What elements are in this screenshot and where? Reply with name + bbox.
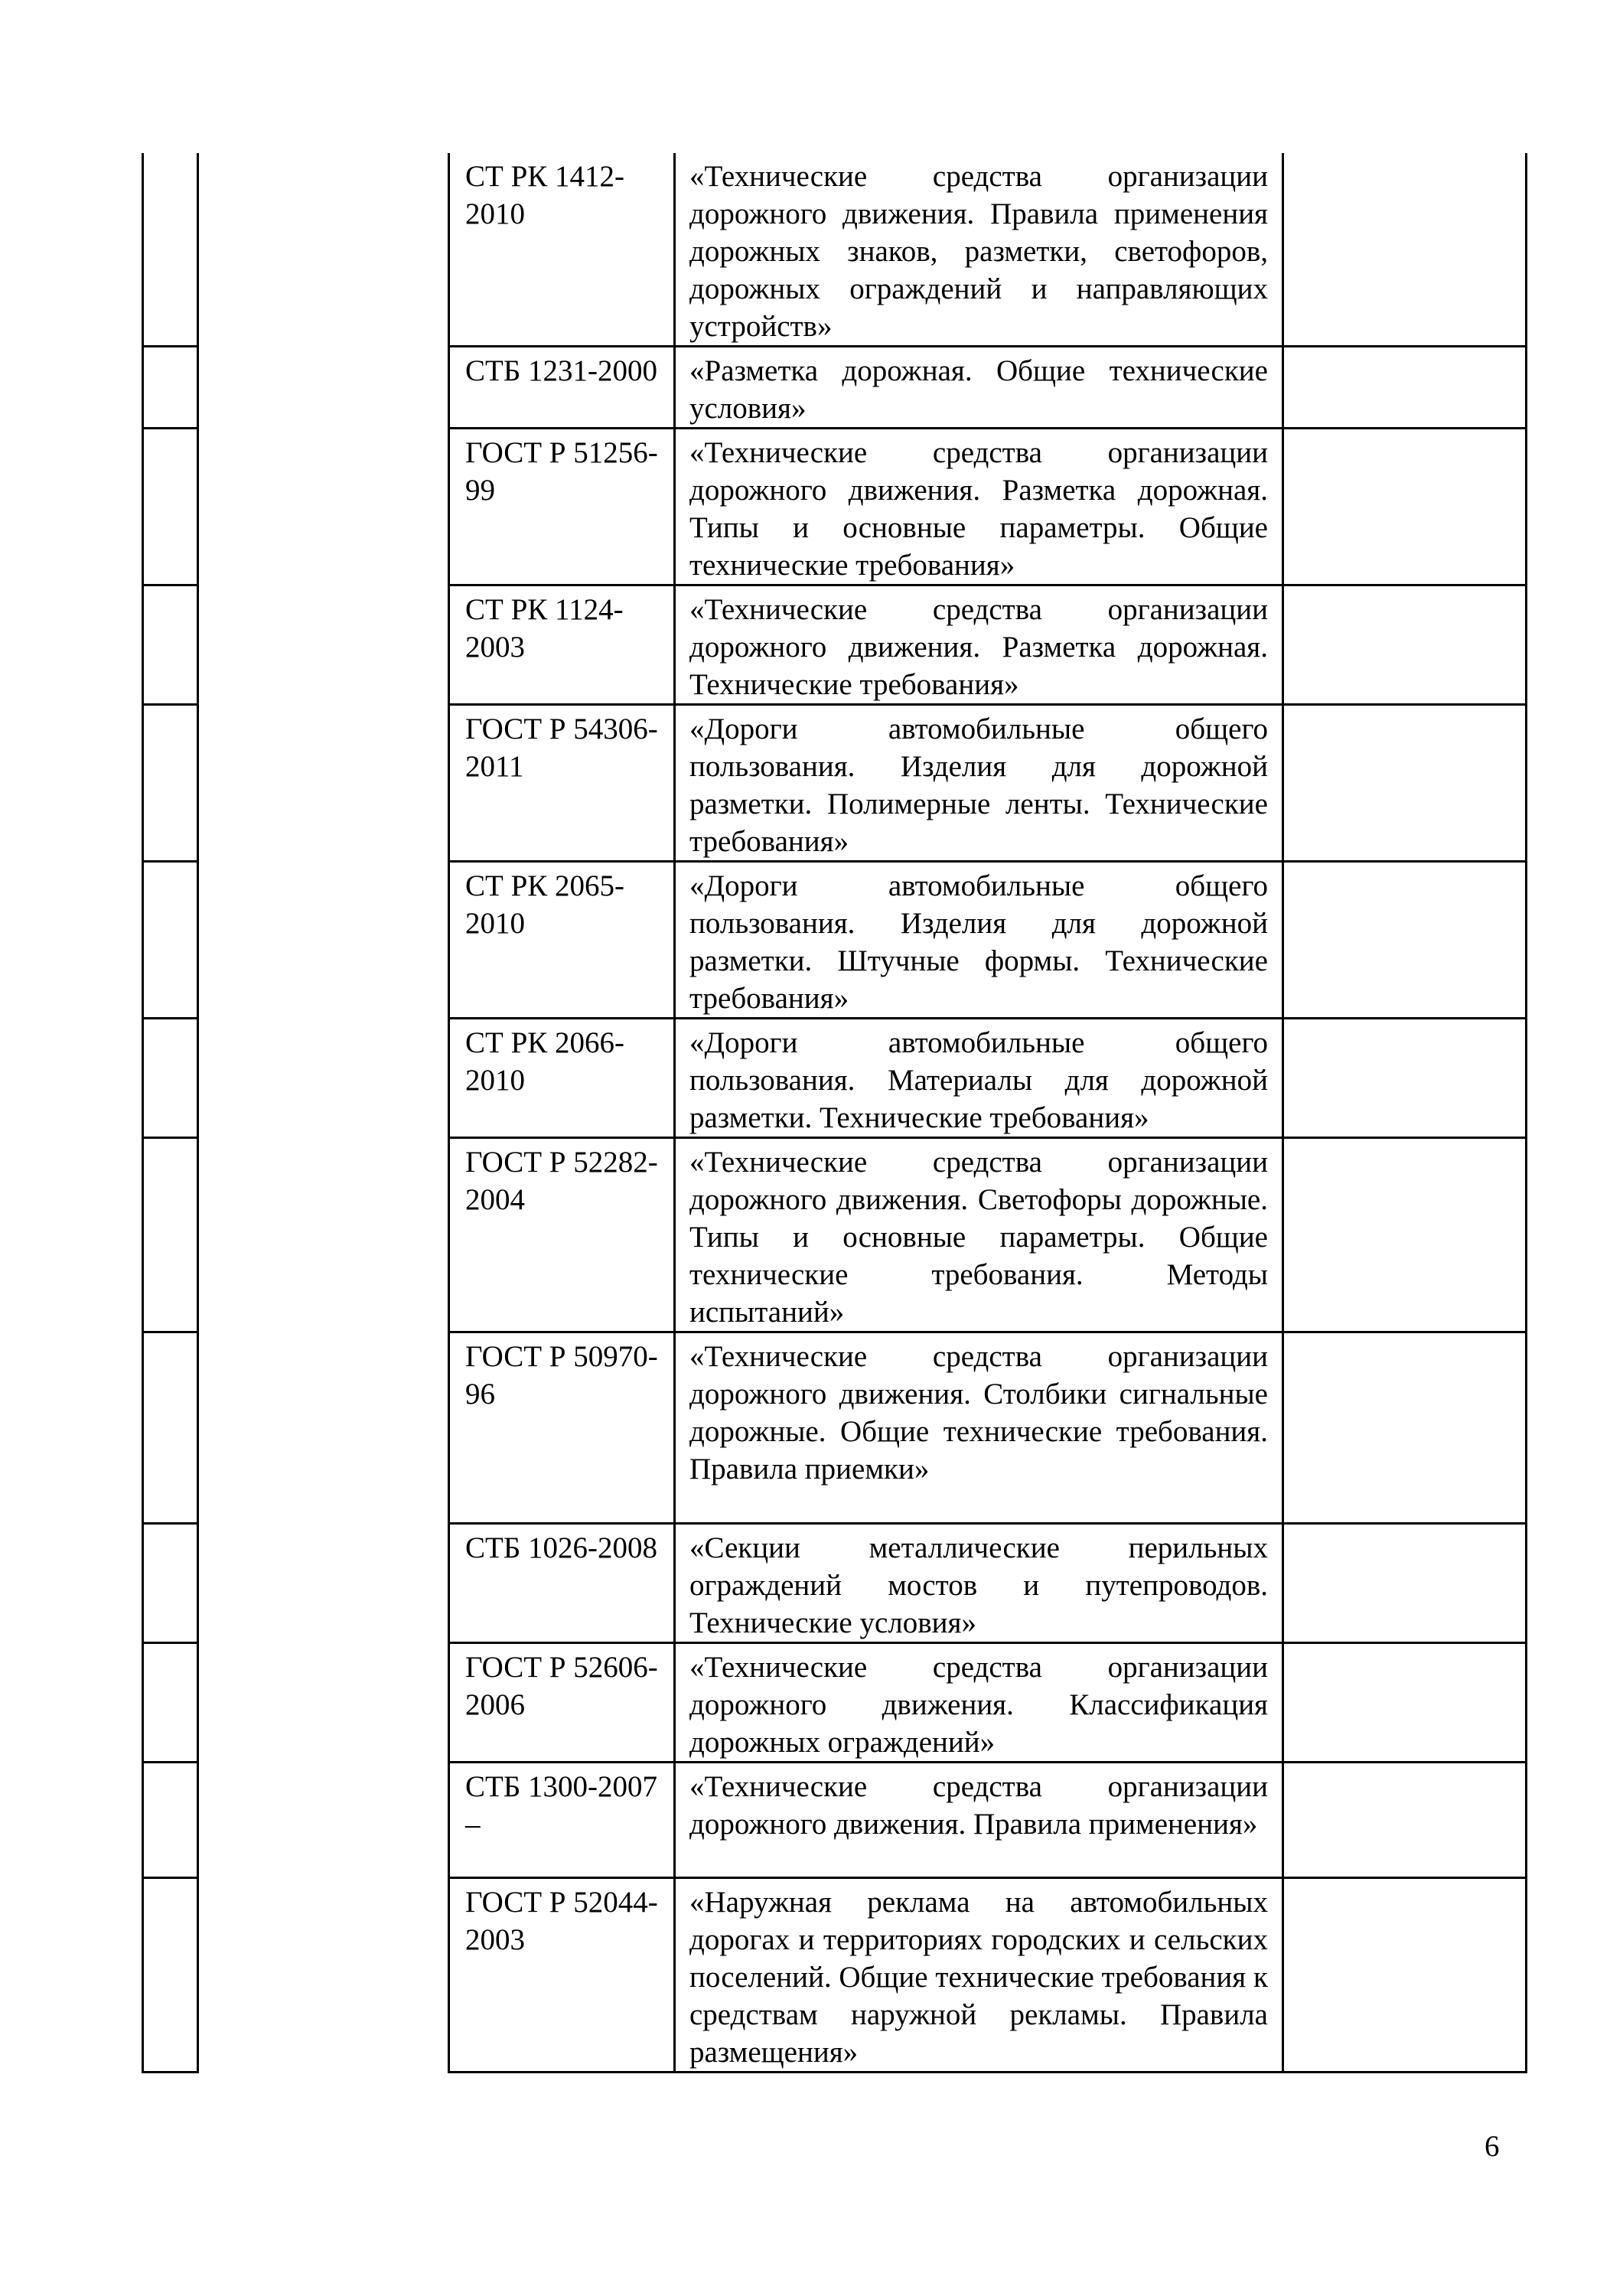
standard-title-cell: «Технические средства организации дорожного движения. Разметка дорожная. Типы и основные параметры. Общие технические требования» bbox=[675, 429, 1283, 585]
notes-cell bbox=[1283, 1763, 1527, 1878]
notes-cell bbox=[1283, 1524, 1527, 1643]
table-row bbox=[143, 1138, 1527, 1332]
number-cell bbox=[143, 1763, 198, 1878]
number-cell bbox=[143, 1878, 198, 2073]
number-cell bbox=[143, 1019, 198, 1138]
number-cell bbox=[143, 1643, 198, 1763]
notes-cell bbox=[1283, 1138, 1527, 1332]
number-cell bbox=[143, 1332, 198, 1524]
standards-table-body bbox=[143, 153, 1527, 2073]
number-cell bbox=[143, 585, 198, 705]
notes-cell bbox=[1283, 1332, 1527, 1524]
standard-title-cell: «Секции металлические перильных ограждений мостов и путепроводов. Технические условия» bbox=[675, 1524, 1283, 1643]
table-row bbox=[143, 705, 1527, 862]
standard-title-cell: «Наружная реклама на автомобильных дорогах и территориях городских и сельских поселений. Общие технические требования к средствам наружной рекламы. Правила размещения» bbox=[675, 1878, 1283, 2073]
standard-title-cell: «Технические средства организации дорожного движения. Классификация дорожных ограждений» bbox=[675, 1643, 1283, 1763]
table-row bbox=[143, 1643, 1527, 1763]
number-cell bbox=[143, 429, 198, 585]
number-cell bbox=[143, 347, 198, 429]
standard-code-cell: СТ РК 1124-2003 bbox=[449, 585, 675, 705]
table-row bbox=[143, 862, 1527, 1019]
standard-title-cell: «Дороги автомобильные общего пользования. Изделия для дорожной разметки. Штучные формы. Технические требования» bbox=[675, 862, 1283, 1019]
standard-title-cell: «Технические средства организации дорожного движения. Столбики сигнальные дорожные. Общие технические требования. Правила приемки» bbox=[675, 1332, 1283, 1524]
standard-title-cell: «Технические средства организации дорожного движения. Правила применения» bbox=[675, 1763, 1283, 1878]
number-cell bbox=[143, 862, 198, 1019]
page-number: 6 bbox=[1484, 2130, 1500, 2163]
table-row bbox=[143, 585, 1527, 705]
standard-code-cell: ГОСТ Р 51256-99 bbox=[449, 429, 675, 585]
standard-code-cell: СТБ 1231-2000 bbox=[449, 347, 675, 429]
notes-cell bbox=[1283, 1878, 1527, 2073]
standard-title-cell: «Дороги автомобильные общего пользования. Материалы для дорожной разметки. Технические требования» bbox=[675, 1019, 1283, 1138]
standard-code-cell: ГОСТ Р 54306-2011 bbox=[449, 705, 675, 862]
table-row bbox=[143, 1878, 1527, 2073]
table-row bbox=[143, 429, 1527, 585]
number-cell bbox=[143, 153, 198, 347]
standard-title-cell: «Технические средства организации дорожного движения. Правила применения дорожных знаков, разметки, светофоров, дорожных ограждений и направляющих устройств» bbox=[675, 153, 1283, 347]
number-cell bbox=[143, 705, 198, 862]
standard-code-cell: ГОСТ Р 52044-2003 bbox=[449, 1878, 675, 2073]
notes-cell bbox=[1283, 1643, 1527, 1763]
standard-code-cell: ГОСТ Р 50970-96 bbox=[449, 1332, 675, 1524]
standard-code-cell: СТ РК 2066-2010 bbox=[449, 1019, 675, 1138]
standard-title-cell: «Дороги автомобильные общего пользования. Изделия для дорожной разметки. Полимерные ленты. Технические требования» bbox=[675, 705, 1283, 862]
standards-table bbox=[142, 153, 1527, 2073]
standard-code-cell: СТ РК 2065-2010 bbox=[449, 862, 675, 1019]
table-row bbox=[143, 1524, 1527, 1643]
standard-code-cell: СТБ 1026-2008 bbox=[449, 1524, 675, 1643]
standard-code-cell: ГОСТ Р 52606-2006 bbox=[449, 1643, 675, 1763]
notes-cell bbox=[1283, 862, 1527, 1019]
notes-cell bbox=[1283, 585, 1527, 705]
standard-title-cell: «Технические средства организации дорожного движения. Светофоры дорожные. Типы и основные параметры. Общие технические требования. Методы испытаний» bbox=[675, 1138, 1283, 1332]
standard-title-cell: «Разметка дорожная. Общие технические условия» bbox=[675, 347, 1283, 429]
notes-cell bbox=[1283, 347, 1527, 429]
number-cell bbox=[143, 1138, 198, 1332]
standard-code-cell: СТБ 1300-2007 – bbox=[449, 1763, 675, 1878]
notes-cell bbox=[1283, 153, 1527, 347]
notes-cell bbox=[1283, 429, 1527, 585]
table-row bbox=[143, 153, 1527, 347]
number-cell bbox=[143, 1524, 198, 1643]
standard-title-cell: «Технические средства организации дорожного движения. Разметка дорожная. Технические требования» bbox=[675, 585, 1283, 705]
standard-code-cell: ГОСТ Р 52282-2004 bbox=[449, 1138, 675, 1332]
table-row bbox=[143, 1763, 1527, 1878]
table-row bbox=[143, 1332, 1527, 1524]
table-row bbox=[143, 1019, 1527, 1138]
standard-code-cell: СТ РК 1412-2010 bbox=[449, 153, 675, 347]
notes-cell bbox=[1283, 705, 1527, 862]
table-row bbox=[143, 347, 1527, 429]
notes-cell bbox=[1283, 1019, 1527, 1138]
